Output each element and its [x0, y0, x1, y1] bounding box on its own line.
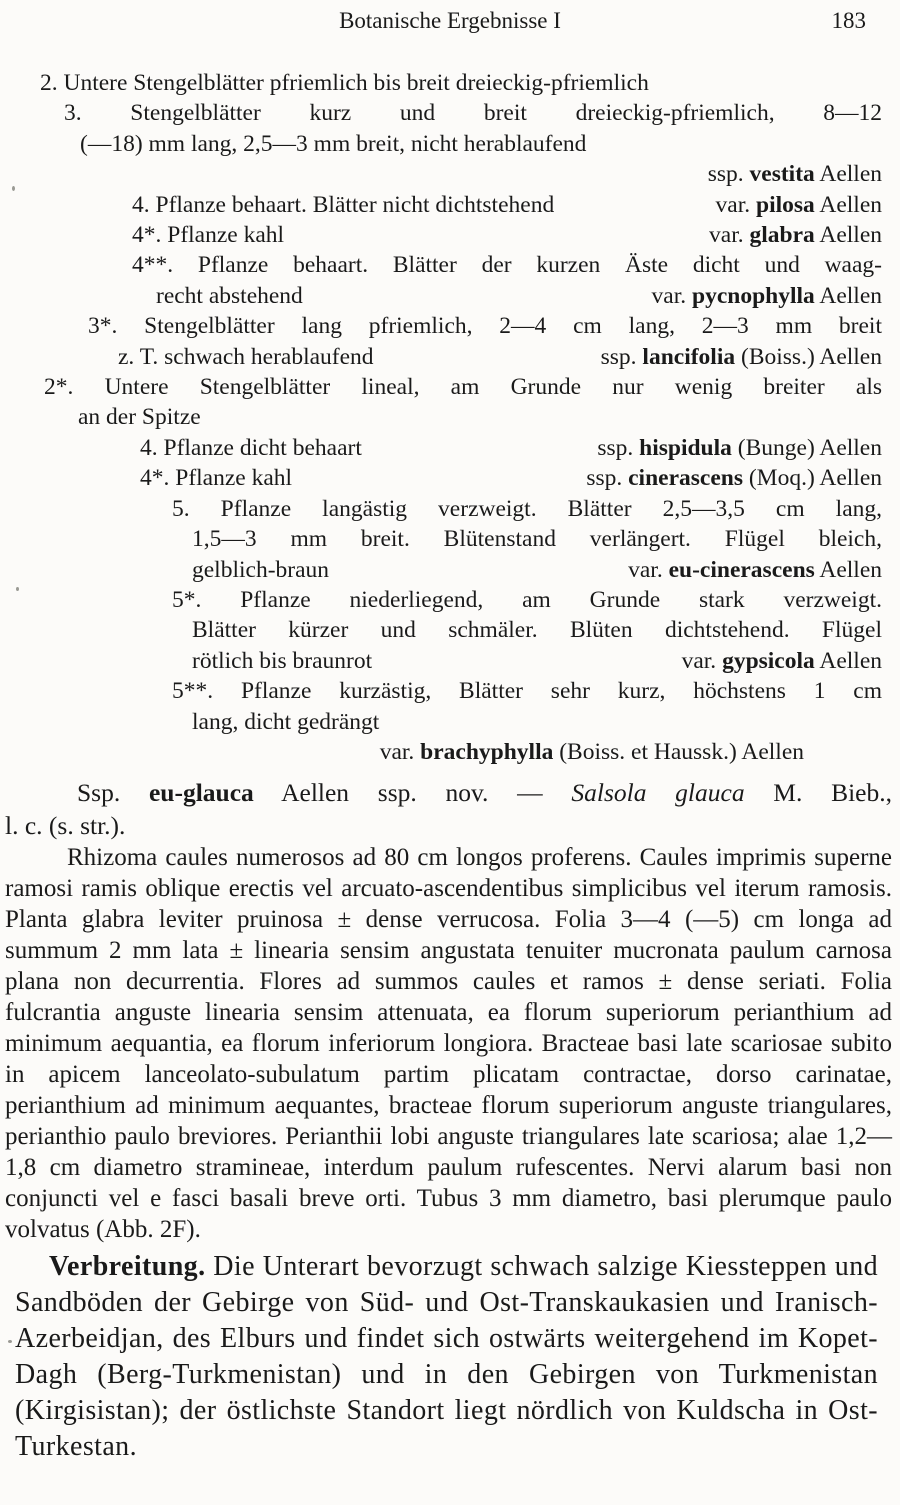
text-run: (Boiss.) Aellen — [735, 343, 882, 370]
paragraph-line — [5, 776, 892, 809]
text-run: ssp. — [586, 465, 629, 492]
key-lead-text — [192, 646, 372, 676]
text-run: Rhizoma caules numerosos ad 80 cm longos proferens. Caules imprimis superne ramosi ramis oblique erectis vel arcuato-ascendentibus simplicibus vel iterum ramosis. Planta glabra leviter pruinosa ± dense verrucosa. Folia 3—4 (—5) cm longa ad summum 2 mm lata ± linearia sensim angustata tenuiter mucronata paulum carnosa plana non decurrentia. Flores ad summos caules et ramos ± dense seriati. Folia fulcrantia anguste linearia sensim attenuata, ea florum superiorum perianthium ad minimum aequantia, ea florum inferiorum longiora. Bracteae basi late scariosae subito in apicem lanceolato-subulatum partim plicatam contractae, dorso carinatae, perianthium ad minimum aequantes, bracteae florum superiorum anguste triangulares, perianthio paulo breviores. Perianthii lobi anguste triangulares late scariosa; alae 1,2—1,8 cm diametro stramineae, interdum paulum rufescentes. Nervi alarum basi non conjuncti vel e fasci basali breve orti. Tubus 3 mm diametro, basi plerumque paulo volvatus (Abb. 2F). — [5, 844, 892, 1244]
key-row — [0, 585, 882, 615]
key-row — [0, 524, 882, 554]
running-head — [0, 0, 900, 40]
paragraph-line — [5, 809, 892, 842]
key-lead-text — [192, 555, 329, 585]
text-run: (Bunge) Aellen — [731, 434, 882, 461]
text-run: (Moq.) Aellen — [742, 465, 882, 492]
text-run: var. — [709, 222, 750, 249]
taxon-name-bold: cinerascens — [628, 465, 743, 492]
text-run: var. — [681, 647, 723, 674]
key-row — [0, 615, 882, 645]
key-lead-text — [132, 220, 284, 250]
text-run: Aellen ssp. nov. — — [253, 778, 572, 808]
text-run: 2*. Untere Stengelblätter lineal, am Grunde nur wenig breiter als — [44, 374, 882, 401]
text-run: z. T. schwach herablaufend — [118, 343, 374, 370]
key-taxon-label — [597, 433, 882, 463]
text-run: 3. Stengelblätter kurz und breit dreieckig-pfriemlich, 8—12 — [64, 100, 882, 127]
key-taxon-label — [601, 342, 882, 372]
key-taxon-label — [709, 220, 882, 250]
text-run: var. — [628, 556, 669, 583]
text-run: 5. Pflanze langästig verzweigt. Blätter 2,5—3,5 cm lang, — [172, 495, 882, 522]
key-row — [0, 676, 882, 706]
key-row — [0, 372, 882, 402]
text-run: var. — [715, 191, 756, 218]
text-run: Aellen — [814, 161, 882, 188]
key-row — [0, 463, 882, 493]
running-title: Botanische Ergebnisse I — [339, 8, 561, 33]
key-row — [0, 494, 882, 524]
text-run: lang, dicht gedrängt — [192, 708, 380, 735]
text-run: Aellen — [814, 191, 882, 218]
key-row — [0, 342, 882, 372]
key-row — [0, 402, 882, 432]
key-taxon-label — [628, 555, 882, 585]
key-row — [0, 707, 882, 737]
ssp-eu-glauca-heading-paragraph — [5, 776, 892, 842]
taxon-name-bold: hispidula — [639, 434, 732, 461]
taxon-name-bold: eu-cinerascens — [668, 556, 815, 583]
key-lead-text — [140, 463, 292, 493]
key-row — [0, 190, 882, 220]
key-row — [0, 737, 882, 767]
text-run: gelblich-braun — [192, 556, 330, 583]
body-paragraphs — [0, 776, 900, 1465]
text-run: (Boiss. et Haussk.) Aellen — [553, 738, 804, 765]
text-run: Aellen — [814, 556, 882, 583]
key-row — [0, 98, 882, 128]
key-row — [0, 311, 882, 341]
key-row — [0, 159, 882, 189]
text-run: Aellen — [814, 282, 882, 309]
latin-description-paragraph — [5, 842, 892, 1245]
key-taxon-label — [586, 463, 882, 493]
text-run: Die Unterart bevorzugt schwach salzige Kiessteppen und Sandböden der Gebirge von Süd- und Ost-Transkaukasien und Iranisch-Azerbeidjan, des Elburs und findet sich ostwärts weitergehend im Kopet-Dagh (Berg-Turkmenistan) und in den Gebirgen von Turkmenistan (Kirgisistan); der östlichste Standort liegt nördlich von Kuldscha in Ost-Turkestan. — [15, 1251, 878, 1463]
text-run: Aellen — [814, 222, 882, 249]
text-run: l. c. (s. str.). — [5, 811, 126, 841]
key-row — [0, 68, 882, 98]
key-lead-text — [156, 281, 303, 311]
text-run: Ssp. — [77, 778, 149, 808]
text-run: ssp. — [707, 161, 750, 188]
taxon-name-bold: pilosa — [756, 191, 815, 218]
key-row — [0, 281, 882, 311]
key-row — [0, 220, 882, 250]
text-run: 4. Pflanze behaart. Blätter nicht dichtstehend — [132, 191, 555, 218]
text-run: (—18) mm lang, 2,5—3 mm breit, nicht herablaufend — [80, 130, 587, 157]
verbreitung-paragraph — [5, 1249, 892, 1465]
species-name-italic: Salsola glauca — [571, 778, 745, 808]
taxon-name-bold: gypsicola — [722, 647, 815, 674]
key-row — [0, 129, 882, 159]
text-run: 1,5—3 mm breit. Blütenstand verlängert. Flügel bleich, — [192, 526, 882, 553]
key-taxon-label — [682, 646, 882, 676]
text-run: 3*. Stengelblätter lang pfriemlich, 2—4 cm lang, 2—3 mm breit — [88, 313, 882, 340]
key-lead-text — [132, 190, 554, 220]
key-lead-text — [140, 433, 362, 463]
taxon-name-bold: eu-glauca — [148, 778, 254, 808]
taxon-name-bold: lancifolia — [642, 343, 736, 370]
taxon-name-bold: Verbreitung. — [49, 1251, 206, 1283]
text-run: recht abstehend — [156, 282, 303, 309]
scan-speck — [12, 186, 15, 191]
text-run: Blätter kürzer und schmäler. Blüten dichtstehend. Flügel — [192, 617, 882, 644]
text-run: 4. Pflanze dicht behaart — [140, 434, 362, 461]
key-row — [0, 555, 882, 585]
text-run: 5**. Pflanze kurzästig, Blätter sehr kurz, höchstens 1 cm — [172, 678, 882, 705]
key-lead-text — [118, 342, 374, 372]
text-run: an der Spitze — [78, 404, 201, 431]
scan-speck — [8, 1340, 12, 1343]
key-row — [0, 646, 882, 676]
text-run: 4*. Pflanze kahl — [132, 222, 285, 249]
taxon-name-bold: pycnophylla — [692, 282, 815, 309]
key-taxon-label — [716, 190, 882, 220]
key-taxon-label — [652, 281, 882, 311]
text-run: var. — [651, 282, 692, 309]
text-run: ssp. — [600, 343, 643, 370]
page-number: 183 — [831, 8, 866, 33]
text-run: 4*. Pflanze kahl — [140, 465, 293, 492]
text-run: var. — [379, 738, 421, 765]
text-run: M. Bieb., — [744, 778, 892, 808]
taxon-name-bold: glabra — [749, 222, 815, 249]
scan-speck — [16, 587, 19, 591]
taxon-name-bold: brachyphylla — [420, 738, 554, 765]
text-run: 5*. Pflanze niederliegend, am Grunde stark verzweigt. — [172, 586, 882, 613]
text-run: 2. Untere Stengelblätter pfriemlich bis breit dreieckig-pfriemlich — [40, 70, 649, 96]
text-run: ssp. — [597, 434, 640, 461]
taxon-name-bold: vestita — [749, 161, 815, 188]
key-row — [0, 250, 882, 280]
dichotomous-key — [0, 68, 900, 767]
text-run: rötlich bis braunrot — [192, 647, 373, 674]
text-run: 4**. Pflanze behaart. Blätter der kurzen Äste dicht und waag- — [132, 252, 882, 279]
text-run: Aellen — [814, 647, 882, 674]
key-row — [0, 433, 882, 463]
